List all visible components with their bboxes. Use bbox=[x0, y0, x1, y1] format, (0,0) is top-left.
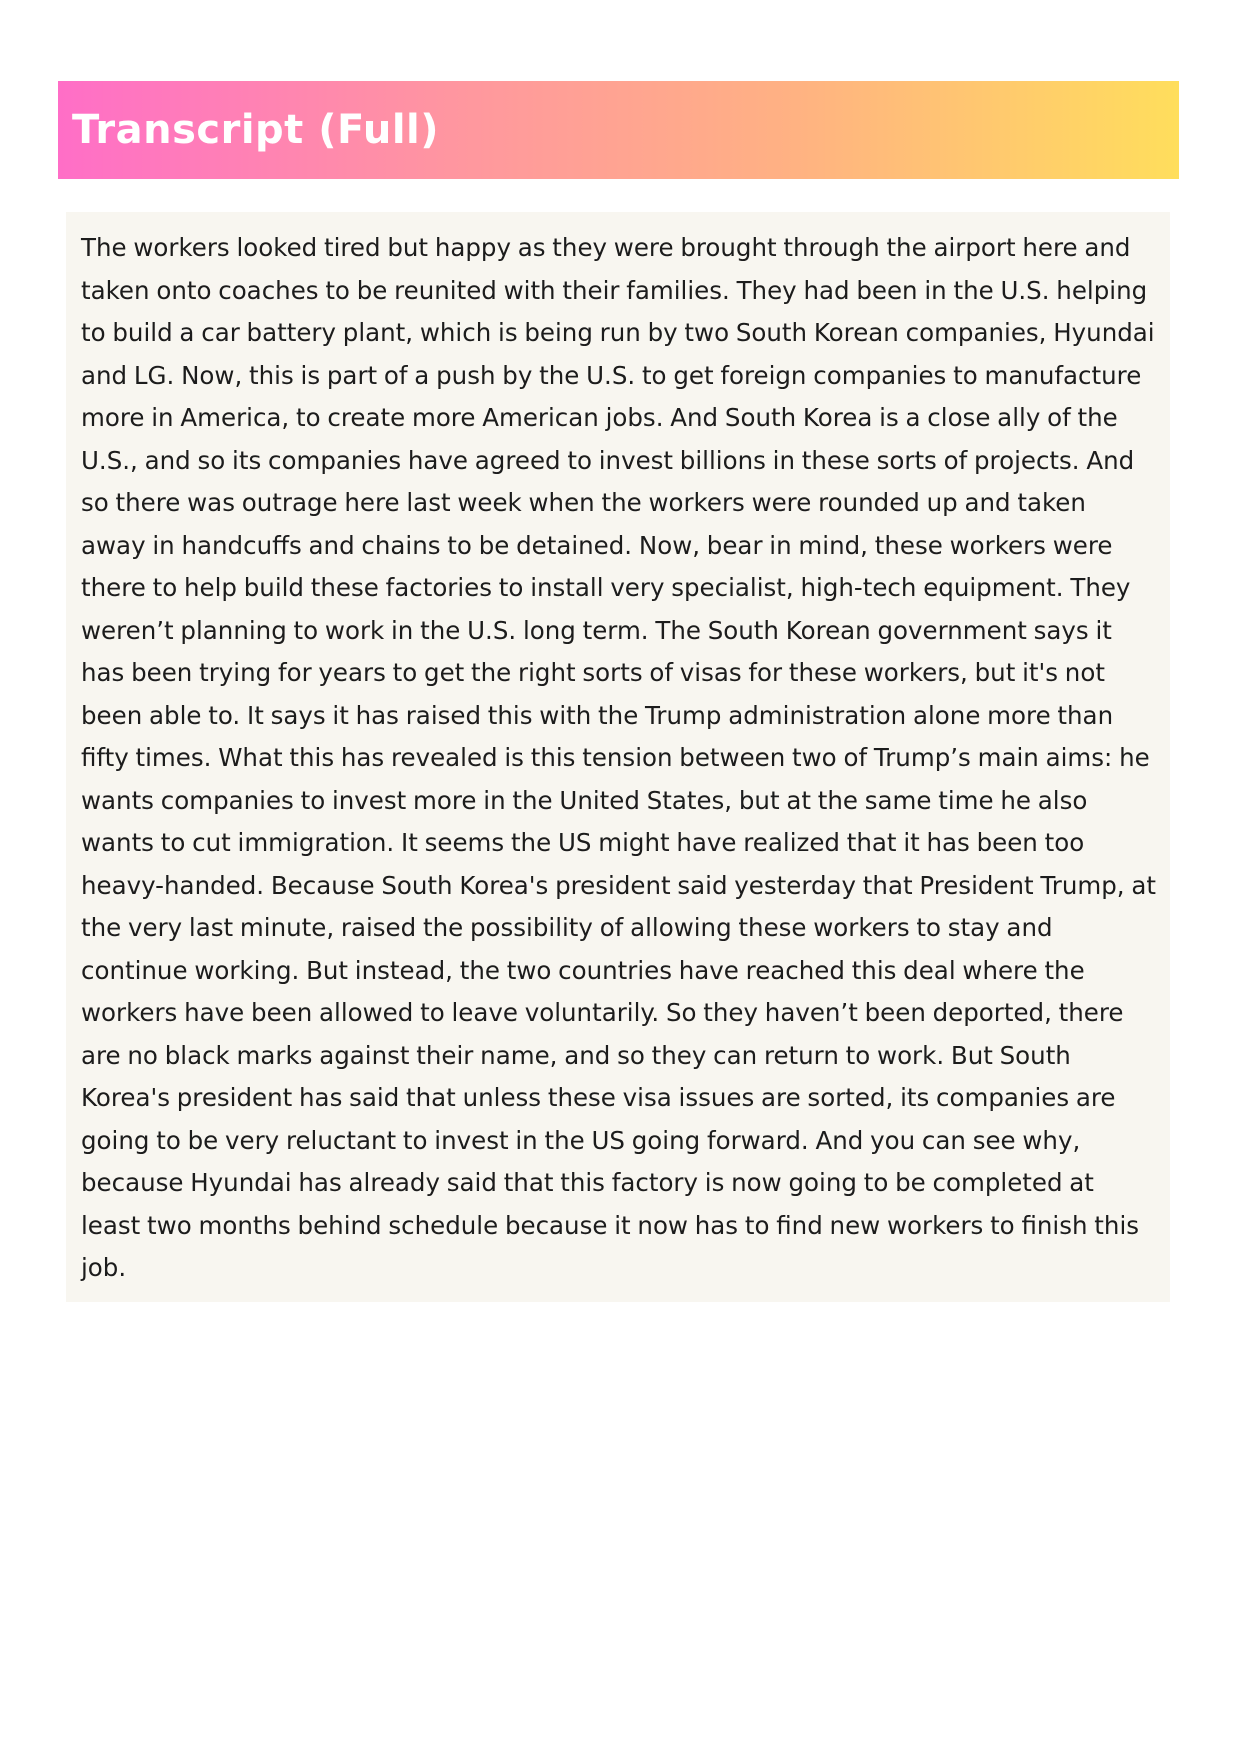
header-banner bbox=[58, 81, 1179, 179]
transcript-text: The workers looked tired but happy as they were brought through the airport here and taken onto coaches to be reunited with their families. They had been in the U.S. helping to build a car battery plant, which is being run by two South Korean companies, Hyundai and LG. Now, this is part of a push by the U.S. to get foreign companies to manufacture more in America, to create more American jobs. And South Korea is a close ally of the U.S., and so its companies have agreed to invest billions in these sorts of projects. And so there was outrage here last week when the workers were rounded up and taken away in handcuffs and chains to be detained. Now, bear in mind, these workers were there to help build these factories to install very specialist, high-tech equipment. They weren’t planning to work in the U.S. long term. The South Korean government says it has been trying for years to get the right sorts of visas for these workers, but it's not been able to. It says it has raised this with the Trump administration alone more than fifty times. What this has revealed is this tension between two of Trump’s main aims: he wants companies to invest more in the United States, but at the same time he also wants to cut immigration. It seems the US might have realized that it has been too heavy-handed. Because South Korea's president said yesterday that President Trump, at the very last minute, raised the possibility of allowing these workers to stay and continue working. But instead, the two countries have reached this deal where the workers have been allowed to leave voluntarily. So they haven’t been deported, there are no black marks against their name, and so they can return to work. But South Korea's president has said that unless these visa issues are sorted, its companies are going to be very reluctant to invest in the US going forward. And you can see why, because Hyundai has already said that this factory is now going to be completed at least two months behind schedule because it now has to find new workers to finish this job. bbox=[81, 233, 1156, 1282]
page-title: Transcript (Full) bbox=[72, 107, 440, 153]
transcript-box bbox=[66, 212, 1170, 1302]
